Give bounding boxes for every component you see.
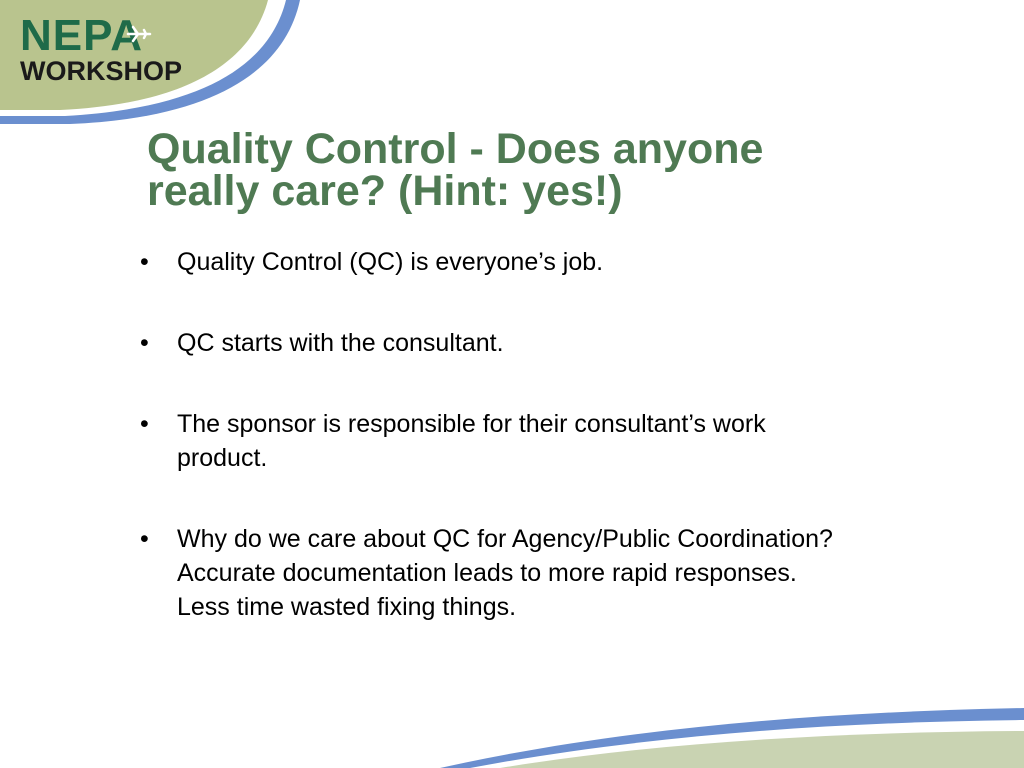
nepa-workshop-logo <box>20 11 195 86</box>
bullet-text-line: Accurate documentation leads to more rapid responses. <box>177 559 797 587</box>
bullet-list <box>140 245 960 671</box>
logo-nepa-text: NEPA <box>20 11 143 60</box>
bullet-item <box>140 407 960 475</box>
bullet-item <box>140 522 960 624</box>
logo-workshop-text: WORKSHOP <box>20 56 182 86</box>
bullet-item <box>140 245 960 279</box>
bullet-marker: • <box>140 525 149 553</box>
bullet-text-line: Quality Control (QC) is everyone’s job. <box>177 248 604 276</box>
bullet-marker: • <box>140 248 149 276</box>
bullet-text-line: Why do we care about QC for Agency/Public Coordination? <box>177 525 833 553</box>
airplane-icon <box>126 24 152 44</box>
bullet-text-line: product. <box>177 444 268 472</box>
bullet-marker: • <box>140 329 149 357</box>
bullet-text-line: QC starts with the consultant. <box>177 329 504 357</box>
bullet-item <box>140 326 960 360</box>
slide-title: Quality Control - Does anyone really care? (Hint: yes!) <box>147 125 764 215</box>
bullet-text-line: Less time wasted fixing things. <box>177 593 517 621</box>
bullet-text-line: The sponsor is responsible for their consultant’s work <box>177 410 766 438</box>
bullet-marker: • <box>140 410 149 438</box>
